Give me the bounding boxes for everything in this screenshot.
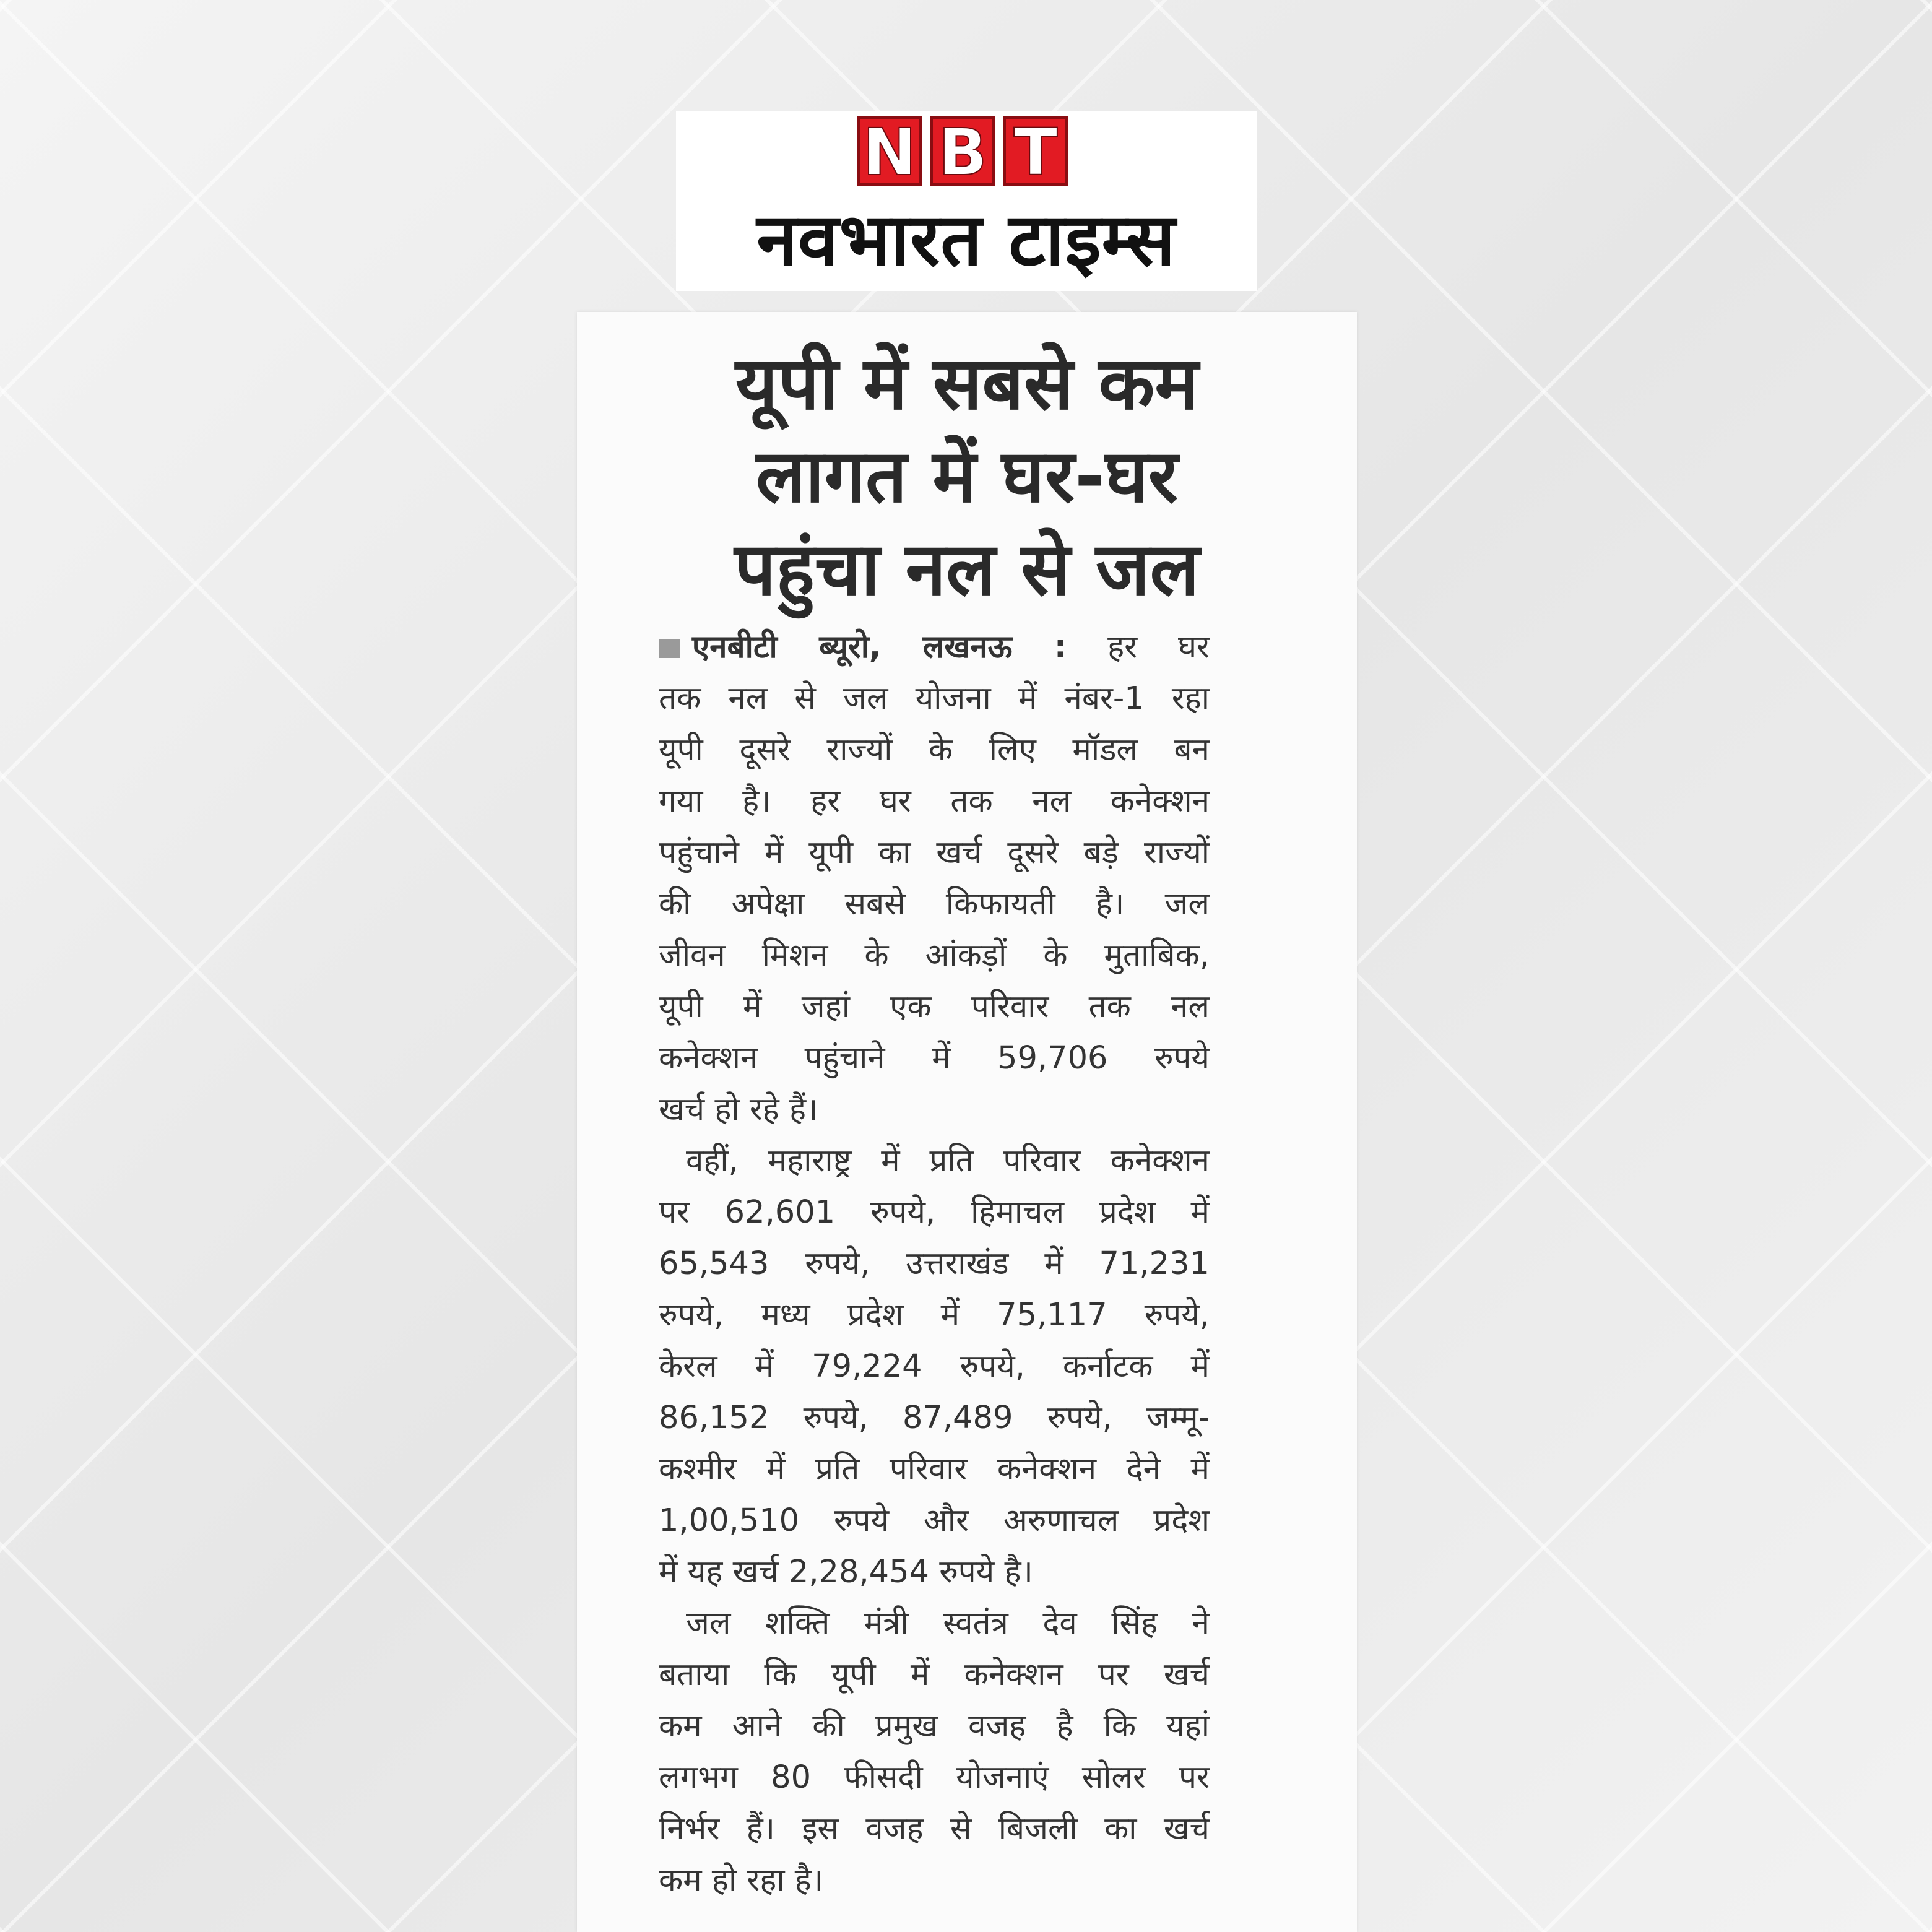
headline-line-2: लागत में घर-घर xyxy=(756,433,1178,519)
paragraph-3 xyxy=(659,1598,1210,1906)
logo-letter-n: N xyxy=(857,116,922,186)
dateline: एनबीटी ब्यूरो, लखनऊ : xyxy=(692,629,1067,665)
newspaper-name: नवभारत टाइम्स xyxy=(756,197,1176,282)
bullet-square-icon xyxy=(659,639,680,658)
p1-line-3: यूपी दूसरे राज्यों के लिए मॉडल बन xyxy=(659,732,1210,768)
p3-line-2: बताया कि यूपी में कनेक्शन पर खर्च xyxy=(659,1657,1210,1693)
p1-line-10: खर्च हो रहे हैं। xyxy=(659,1091,818,1128)
newspaper-masthead xyxy=(676,111,1257,291)
p1-line-8: यूपी में जहां एक परिवार तक नल xyxy=(659,989,1210,1025)
p3-line-6: कम हो रहा है। xyxy=(659,1862,824,1899)
p1-line-9: कनेक्शन पहुंचाने में 59,706 रुपये xyxy=(659,1040,1210,1076)
article-body xyxy=(659,622,1210,1906)
p1-line-7: जीवन मिशन के आंकड़ों के मुताबिक, xyxy=(659,937,1210,974)
p3-line-3: कम आने की प्रमुख वजह है कि यहां xyxy=(659,1708,1210,1744)
p3-line-5: निर्भर हैं। इस वजह से बिजली का खर्च xyxy=(659,1811,1210,1847)
p2-line-9: में यह खर्च 2,28,454 रुपये है। xyxy=(659,1554,1033,1590)
p2-line-1: वहीं, महाराष्ट्र में प्रति परिवार कनेक्शन xyxy=(686,1143,1210,1179)
p1-line-2: तक नल से जल योजना में नंबर-1 रहा xyxy=(659,680,1210,717)
p2-line-8: 1,00,510 रुपये और अरुणाचल प्रदेश xyxy=(659,1502,1210,1539)
p3-line-4: लगभग 80 फीसदी योजनाएं सोलर पर xyxy=(659,1759,1210,1796)
p1-line-1 xyxy=(659,622,1210,673)
p2-line-3: 65,543 रुपये, उत्तराखंड में 71,231 xyxy=(659,1245,1210,1282)
paragraph-2 xyxy=(659,1135,1210,1598)
headline-line-3: पहुंचा नल से जल xyxy=(734,526,1200,612)
headline-line-1: यूपी में सबसे कम xyxy=(735,340,1198,426)
article-headline xyxy=(577,337,1357,615)
p2-line-7: कश्मीर में प्रति परिवार कनेक्शन देने में xyxy=(659,1451,1210,1488)
news-clipping xyxy=(577,312,1357,1932)
logo-letter-t: T xyxy=(1003,116,1068,186)
p1-line-4: गया है। हर घर तक नल कनेक्शन xyxy=(659,783,1210,820)
p1-line-1-text: हर घर xyxy=(1107,629,1210,665)
p1-line-5: पहुंचाने में यूपी का खर्च दूसरे बड़े राज्यों xyxy=(659,834,1210,871)
p2-line-4: रुपये, मध्य प्रदेश में 75,117 रुपये, xyxy=(659,1297,1210,1333)
nbt-logo xyxy=(857,115,1068,190)
p2-line-6: 86,152 रुपये, 87,489 रुपये, जम्मू- xyxy=(659,1400,1210,1436)
p3-line-1: जल शक्ति मंत्री स्वतंत्र देव सिंह ने xyxy=(686,1605,1210,1642)
p2-line-5: केरल में 79,224 रुपये, कर्नाटक में xyxy=(659,1348,1210,1385)
paragraph-1 xyxy=(659,622,1210,1135)
logo-letter-b: B xyxy=(930,116,995,186)
p2-line-2: पर 62,601 रुपये, हिमाचल प्रदेश में xyxy=(659,1194,1210,1231)
p1-line-6: की अपेक्षा सबसे किफायती है। जल xyxy=(659,886,1210,922)
